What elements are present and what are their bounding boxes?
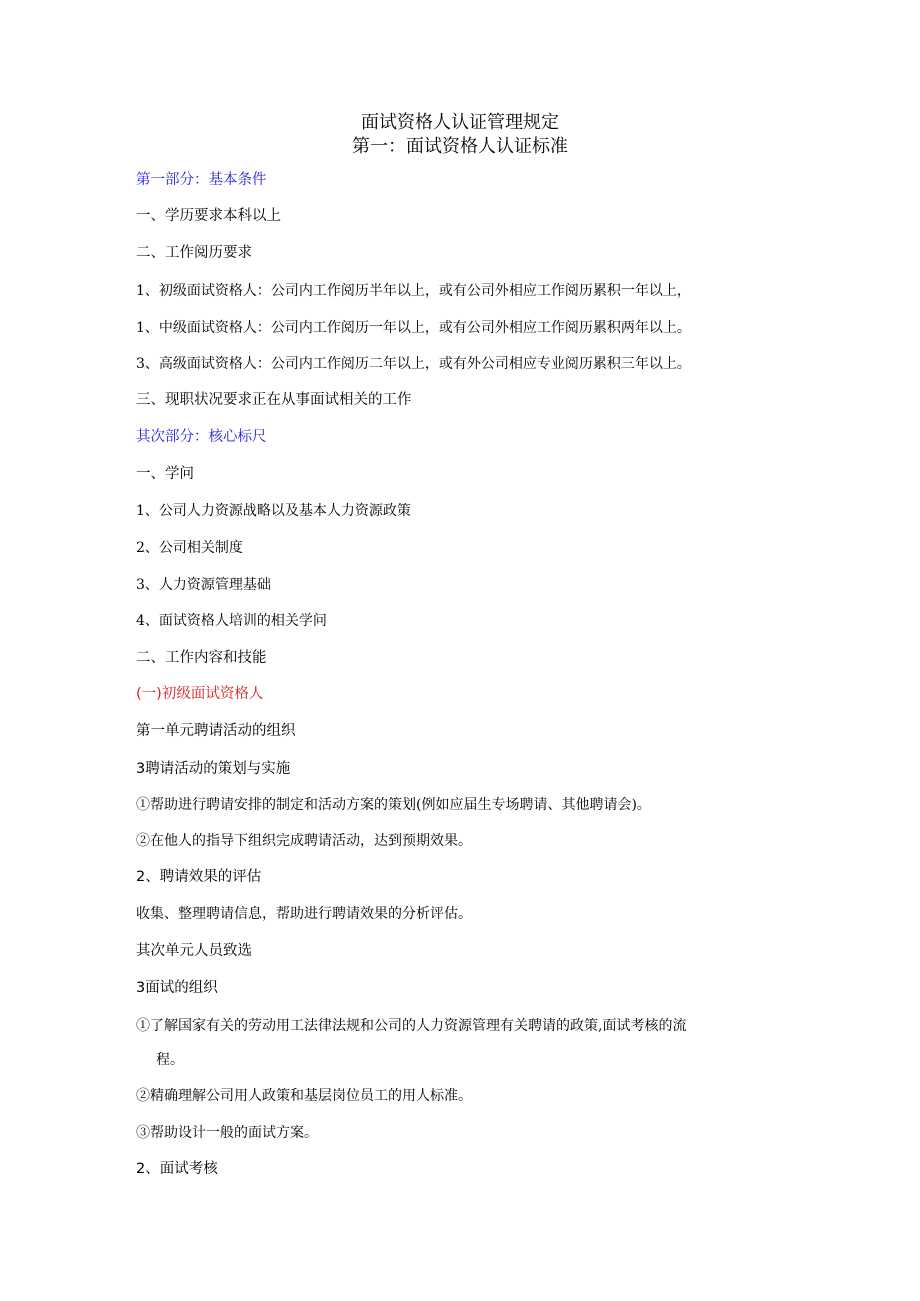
section-heading-experience: 二、工作阅历要求 (136, 245, 252, 261)
subheading-interview-org: 3面试的组织 (136, 980, 218, 996)
section-heading-current-role: 三、现职状况要求正在从事面试相关的工作 (136, 392, 412, 408)
section-heading-education: 一、学历要求本科以上 (136, 208, 281, 224)
knowledge-item-2: 2、公司相关制度 (136, 540, 243, 556)
part-heading-basic: 第一部分：基本条件 (136, 172, 267, 188)
interview-org-item-1: ①了解国家有关的劳动用工法律法规和公司的人力资源管理有关聘请的政策,面试考核的流 (136, 1018, 687, 1034)
experience-item-junior: 1、初级面试资格人：公司内工作阅历半年以上，或有公司外相应工作阅历累积一年以上， (136, 283, 691, 299)
document-title: 面试资格人认证管理规定 (361, 112, 559, 133)
planning-item-2: ②在他人的指导下组织完成聘请活动，达到预期效果。 (136, 833, 472, 849)
unit-heading-recruitment: 第一单元聘请活动的组织 (136, 723, 296, 739)
section-heading-work-skills: 二、工作内容和技能 (136, 650, 267, 666)
knowledge-item-1: 1、公司人力资源战略以及基本人力资源政策 (136, 503, 411, 519)
evaluation-item: 收集、整理聘请信息，帮助进行聘请效果的分析评估。 (136, 906, 472, 922)
experience-item-intermediate: 1、中级面试资格人：公司内工作阅历一年以上，或有公司外相应工作阅历累积两年以上。 (136, 320, 691, 336)
unit-heading-selection: 其次单元人员致选 (136, 943, 252, 959)
subheading-evaluation: 2、聘请效果的评估 (136, 869, 262, 885)
level-heading-junior: (一)初级面试资格人 (136, 686, 264, 702)
section-heading-knowledge: 一、学问 (136, 466, 194, 482)
subheading-interview-assessment: 2、面试考核 (136, 1161, 218, 1177)
knowledge-item-4: 4、面试资格人培训的相关学问 (136, 613, 327, 629)
subheading-planning: 3聘请活动的策划与实施 (136, 761, 291, 777)
part-heading-core: 其次部分：核心标尺 (136, 429, 267, 445)
interview-org-item-2: ②精确理解公司用人政策和基层岗位员工的用人标准。 (136, 1088, 472, 1104)
document-subtitle: 第一：面试资格人认证标准 (352, 136, 568, 157)
interview-org-item-1-cont: 程。 (156, 1052, 184, 1068)
knowledge-item-3: 3、人力资源管理基础 (136, 577, 271, 593)
planning-item-1: ①帮助进行聘请安排的制定和活动方案的策划(例如应届生专场聘请、其他聘请会)。 (136, 797, 651, 813)
interview-org-item-3: ③帮助设计一般的面试方案。 (136, 1125, 318, 1141)
experience-item-senior: 3、高级面试资格人：公司内工作阅历二年以上，或有外公司相应专业阅历累积三年以上。 (136, 356, 691, 372)
